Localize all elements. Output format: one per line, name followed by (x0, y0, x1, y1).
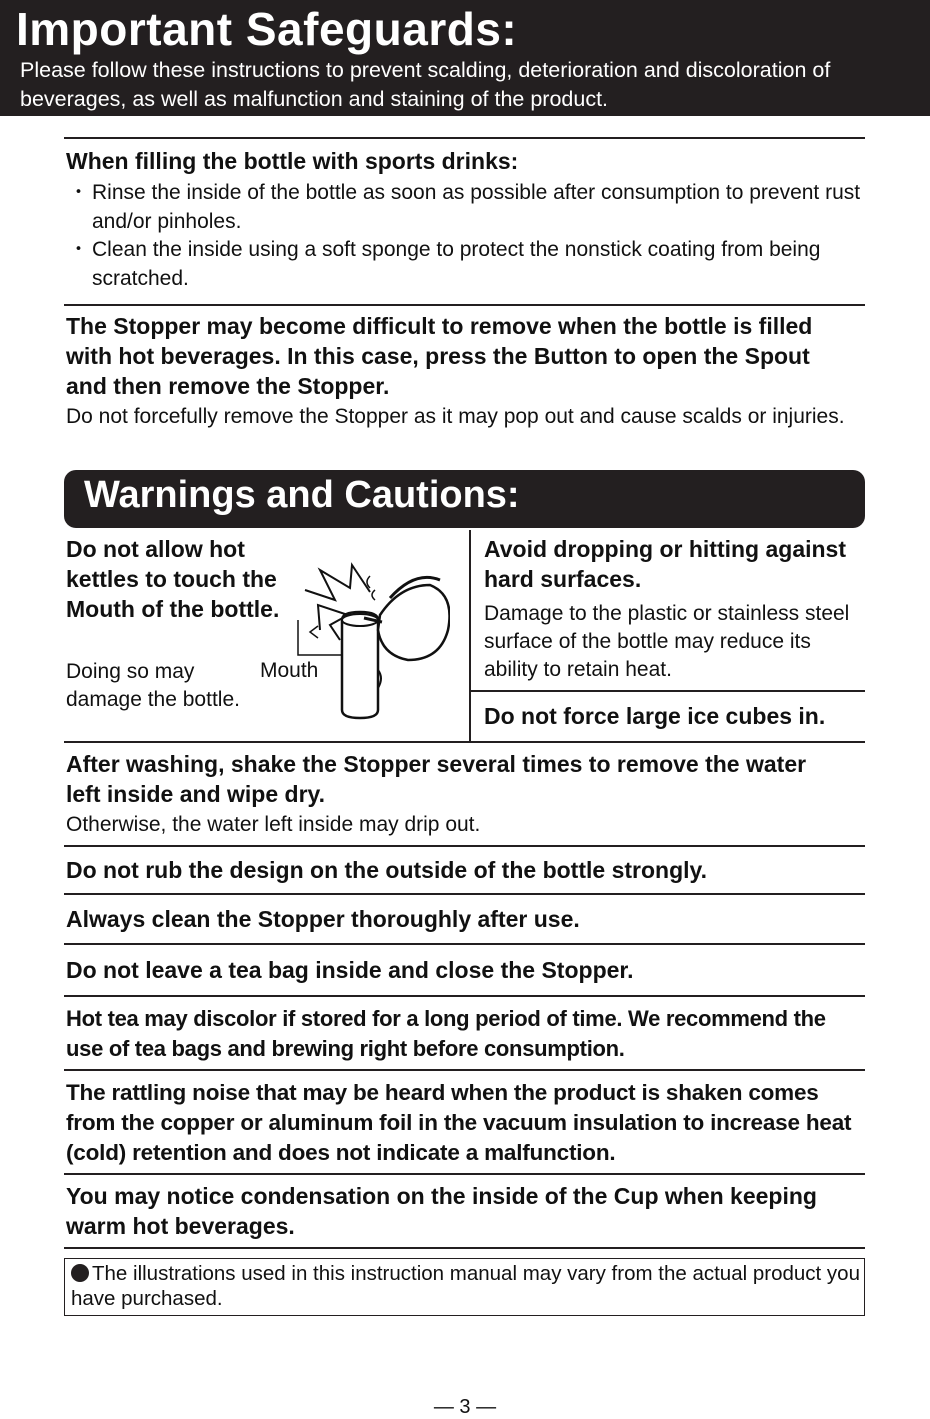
warnings-title: Warnings and Cautions: (84, 474, 520, 516)
divider (64, 943, 865, 945)
bullet-icon (71, 1264, 89, 1282)
kettle-body-wrap (66, 658, 266, 714)
tea-discolor-heading: Hot tea may discolor if stored for a long period of time. We recommend the use of tea bags and brewing right before consumption. (66, 1006, 826, 1061)
column-divider (469, 530, 471, 742)
warnings-banner (64, 470, 865, 528)
design-heading: Do not rub the design on the outside of the bottle strongly. (66, 857, 707, 883)
list-item: ・ Rinse the inside of the bottle as soon as possible after consumption to prevent rust and/or pinholes. (66, 179, 866, 236)
list-item: ・ Clean the inside using a soft sponge to protect the nonstick coating from being scratched. (66, 236, 866, 293)
sports-drinks-section (66, 146, 866, 293)
illustration-note-box (64, 1258, 865, 1316)
kettle-warning (66, 534, 281, 624)
teabag-section (66, 955, 866, 985)
rattle-section (66, 1078, 866, 1168)
condensation-section (66, 1181, 826, 1241)
clean-section (66, 904, 866, 934)
tea-discolor-section (66, 1004, 866, 1064)
note-text: The illustrations used in this instruction manual may vary from the actual product you have purchased. (71, 1262, 860, 1310)
stopper-body: Do not forcefully remove the Stopper as it may pop out and cause scalds or injuries. (66, 405, 845, 428)
mouth-label: Mouth (260, 659, 319, 682)
page-number: — 3 — (433, 1396, 497, 1418)
drop-heading: Avoid dropping or hitting against hard surfaces. (484, 536, 847, 592)
washing-body: Otherwise, the water left inside may drip out. (66, 813, 481, 836)
drop-warning (484, 534, 859, 684)
divider (64, 137, 865, 139)
stopper-heading: The Stopper may become difficult to remove when the bottle is filled with hot beverages. In this case, press the Button to open the Spout and then remove the Stopper. (66, 313, 813, 399)
washing-section (66, 749, 826, 839)
kettle-body: Doing so may damage the bottle. (66, 660, 240, 711)
page-header (0, 0, 930, 116)
kettle-bottle-illustration (290, 560, 450, 720)
washing-heading: After washing, shake the Stopper several times to remove the water left inside and wipe dry. (66, 751, 807, 807)
divider (64, 1247, 865, 1249)
kettle-heading: Do not allow hot kettles to touch the Mouth of the bottle. (66, 536, 280, 622)
rattle-heading: The rattling noise that may be heard when the product is shaken comes from the copper or aluminum foil in the vacuum insulation to increase heat (cold) retention and does not indicate a malfunction. (66, 1080, 852, 1165)
sports-drinks-heading: When filling the bottle with sports drinks: (66, 148, 519, 174)
note (71, 1261, 864, 1311)
divider (64, 1173, 865, 1175)
divider (64, 741, 865, 743)
page-title: Important Safeguards: (16, 3, 518, 55)
teabag-heading: Do not leave a tea bag inside and close the Stopper. (66, 957, 634, 983)
impact-spark-icon (305, 565, 370, 600)
design-section (66, 855, 866, 885)
bottle-icon (342, 612, 378, 718)
condensation-heading: You may notice condensation on the inside of the Cup when keeping warm hot beverages. (66, 1183, 817, 1239)
divider (64, 304, 865, 306)
ice-heading: Do not force large ice cubes in. (484, 703, 826, 729)
divider (469, 690, 865, 692)
divider (64, 1069, 865, 1071)
clean-heading: Always clean the Stopper thoroughly after use. (66, 906, 580, 932)
ice-warning (484, 701, 869, 731)
divider (64, 845, 865, 847)
divider (64, 995, 865, 997)
drop-body: Damage to the plastic or stainless steel surface of the bottle may reduce its ability to retain heat. (484, 602, 850, 681)
page-subtitle: Please follow these instructions to prevent scalding, deterioration and discoloration of beverages, as well as malfunction and staining of the product. (20, 58, 831, 111)
stopper-section (66, 311, 856, 431)
kettle-icon (378, 585, 450, 660)
divider (64, 893, 865, 895)
sports-drinks-list (66, 179, 866, 293)
